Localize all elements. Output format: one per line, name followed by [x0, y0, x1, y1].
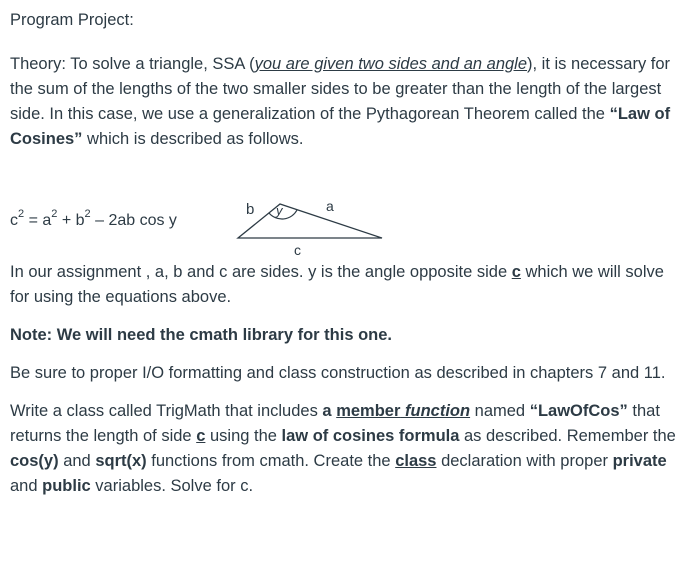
theory-mid: ), it is necessary for the sum of the lengths of the two smaller sides to be greater than the length of the largest side. In this case, we use a generalization of the Pythagorean Theorem called the [10, 55, 671, 123]
label-y: y [276, 203, 283, 218]
lawofcos-name: “LawOfCos” [529, 402, 628, 420]
formatting-paragraph: Be sure to proper I/O formatting and class construction as described in chapters 7 and 11. [10, 364, 666, 382]
page-title: Program Project: [10, 11, 134, 29]
note-paragraph: Note: We will need the cmath library for this one. [10, 326, 393, 344]
theory-prefix: Theory: To solve a triangle, SSA ( [10, 55, 255, 73]
triangle-diagram [236, 198, 388, 256]
theory-law-name: “Law of Cosines” [10, 105, 671, 148]
theory-paragraph [10, 52, 680, 152]
member-function-term: member function [336, 402, 471, 420]
class-term: class [395, 452, 437, 470]
equation-row [10, 152, 680, 260]
triangle-shape [238, 204, 382, 238]
label-b: b [246, 201, 255, 218]
write-class-paragraph: Write a class called TrigMath that includes a member function named “LawOfCos” that returns the length of side c using the law of cosines formula as described. Remember the cos(y) and sqrt(x) functions from cmath. Create the class declaration with proper private and public variables. Solve for c. [10, 402, 676, 495]
label-a: a [326, 198, 334, 214]
side-c-emphasis: c [511, 263, 521, 281]
label-c: c [294, 242, 301, 256]
assignment-paragraph: In our assignment , a, b and c are sides. y is the angle opposite side c which we will solve for using the equations above. [10, 263, 664, 306]
theory-suffix: which is described as follows. [82, 130, 304, 148]
law-of-cosines-formula: $c^2 = a^2 + b^2 - 2ab$ cos y [10, 207, 177, 229]
theory-given-phrase: you are given two sides and an angle [254, 55, 528, 73]
angle-arc [269, 210, 297, 219]
